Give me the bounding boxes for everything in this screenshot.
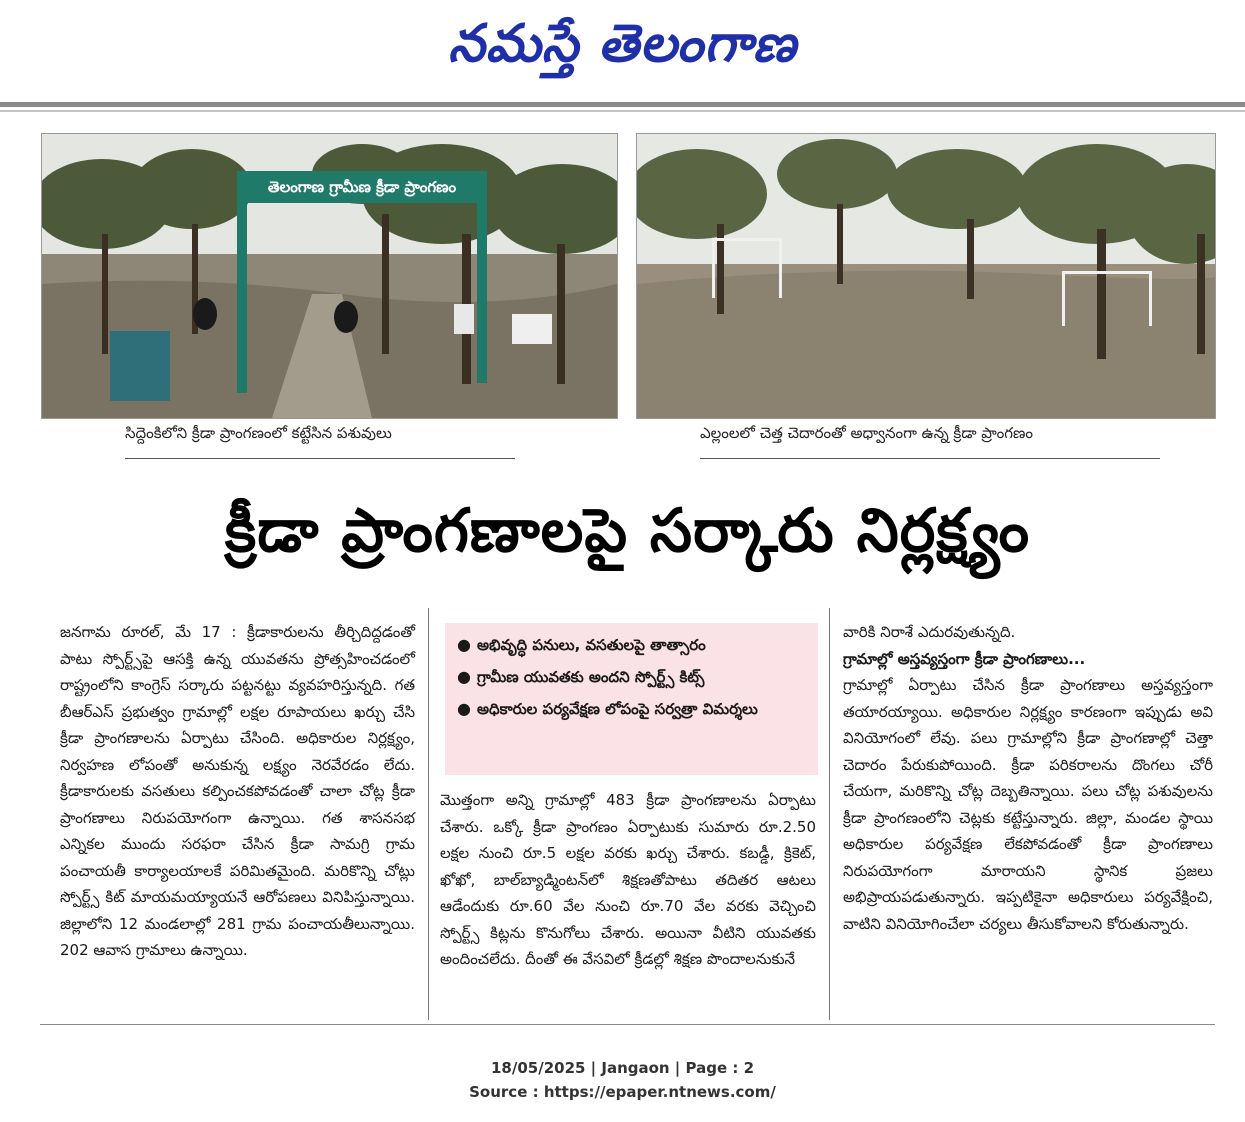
highlight-text: గ్రామీణ యువతకు అందని స్పోర్ట్స్ కిట్స్	[477, 668, 705, 686]
highlights-box	[445, 623, 818, 775]
highlight-text: అభివృద్ధి పనులు, వసతులపై తాత్సారం	[477, 636, 706, 654]
masthead-title: నమస్తే తెలంగాణ	[448, 14, 797, 74]
photo-stadium-sign	[41, 133, 618, 419]
photo-neglected-ground-image	[637, 134, 1215, 418]
column-divider-1	[428, 608, 429, 1020]
masthead-rule	[0, 102, 1245, 107]
caption-underline-left	[125, 458, 515, 459]
photo-neglected-ground	[636, 133, 1216, 419]
footer-source-line: Source : https://epaper.ntnews.com/	[469, 1083, 776, 1101]
caption-underline-right	[700, 458, 1160, 459]
bullet-icon: ●	[457, 667, 471, 686]
highlight-item	[453, 629, 810, 661]
sign-text: తెలంగాణ గ్రామీణ క్రీడా ప్రాంగణం	[267, 178, 457, 196]
column-divider-2	[829, 608, 830, 1020]
article-column-2	[440, 787, 816, 973]
highlight-text: అధికారుల పర్యవేక్షణ లోపంపై సర్వత్రా విమర్శలు	[477, 700, 758, 718]
masthead	[0, 0, 1245, 100]
article-body-3-intro: వారికి నిరాశే ఎదురవుతున్నది.	[843, 623, 1016, 641]
article-body-3: గ్రామాల్లో ఏర్పాటు చేసిన క్రీడా ప్రాంగణాలు అస్తవ్యస్తంగా తయారయ్యాయి. అధికారుల నిర్లక్ష్యం కారణంగా ఇప్పుడు అవి వినియోగంలో లేవు. పలు గ్రామాల్లోని క్రీడా ప్రాంగణాల్లో చెత్తా చెదారం పేరుకుపోయింది. క్రీడా పరికరాలను దొంగలు చోరీ చేయగా, మరికొన్ని చోట్ల దెబ్బతిన్నాయి. పలు చోట్ల పశువులను క్రీడా ప్రాంగణంలోని చెట్లకు కట్టేస్తున్నారు. జిల్లా, మండల స్థాయి అధికారుల పర్యవేక్షణ లేకపోవడంతో క్రీడా ప్రాంగణాలు నిరుపయోగంగా మారాయని స్థానిక ప్రజలు అభిప్రాయపడుతున్నారు. ఇప్పటికైనా అధికారులు పర్యవేక్షించి, వాటిని వినియోగించేలా చర్యలు తీసుకోవాలని కోరుతున్నారు.	[843, 676, 1213, 933]
article-body-2: మొత్తంగా అన్ని గ్రామాల్లో 483 క్రీడా ప్రాంగణాలను ఏర్పాటు చేశారు. ఒక్కో క్రీడా ప్రాంగణం ఏర్పాటుకు సుమారు రూ.2.50 లక్షల నుంచి రూ.5 లక్షల వరకు ఖర్చు చేశారు. కబడ్డీ, క్రికెట్, ఖోఖో, బాల్‌బ్యాడ్మింటన్‌లో శిక్షణతోపాటు తదితర ఆటలు ఆడేందుకు రూ.60 వేల నుంచి రూ.70 వేల వరకు వెచ్చించి స్పోర్ట్స్ కిట్లను కొనుగోలు చేశారు. అయినా వీటిని యువతకు అందించలేదు. దీంతో ఈ వేసవిలో క్రీడల్లో శిక్షణ పొందాలనుకునే	[440, 791, 816, 968]
headline: క్రీడా ప్రాంగణాలపై సర్కారు నిర్లక్ష్యం	[224, 496, 1031, 566]
article-column-1	[60, 619, 415, 964]
highlight-item	[453, 693, 810, 725]
article-lead: జనగామ రూరల్, మే 17 : క్రీడాకారులను తీర్చిదిద్దడంతో పాటు స్పోర్ట్స్‌పై ఆసక్తి ఉన్న యువతను ప్రోత్సహించడంలో రాష్ట్రంలోని కాంగ్రెస్ సర్కారు పట్టనట్టు వ్యవహరిస్తున్నది. గత బీఆర్‌ఎస్ ప్రభుత్వం గ్రామాల్లో లక్షల రూపాయలు ఖర్చు చేసి క్రీడా ప్రాంగణాలను ఏర్పాటు చేసింది. అధికారుల నిర్లక్ష్యం, నిర్వహణ లోపంతో అనుకున్న లక్ష్యం నెరవేరడం లేదు. క్రీడాకారులకు వసతులు కల్పించకపోవడంతో చాలా చోట్ల క్రీడా ప్రాంగణాలు నిరుపయోగంగా ఉన్నాయి. గత శాసనసభ ఎన్నికల ముందు సరఫరా చేసిన క్రీడా సామగ్రి గ్రామ పంచాయతీ కార్యాలయాలకే పరిమితమైంది. మరికొన్ని చోట్లు స్పోర్ట్స్ కిట్ మాయమయ్యాయనే ఆరోపణలు వినిపిస్తున్నాయి. జిల్లాలోని 12 మండలాల్లో 281 గ్రామ పంచాయతీలున్నాయి. 202 ఆవాస గ్రామాలు ఉన్నాయి.	[60, 623, 415, 959]
highlight-item	[453, 661, 810, 693]
bullet-icon: ●	[457, 635, 471, 654]
photo-stadium-sign-image	[42, 134, 617, 418]
footer-date-line: 18/05/2025 | Jangaon | Page : 2	[490, 1059, 755, 1077]
masthead-rule-thin	[0, 110, 1245, 112]
bottom-rule	[40, 1024, 1215, 1025]
article-column-3	[843, 619, 1213, 937]
photo-caption-right: ఎల్లంలలో చెత్త చెదారంతో అధ్వానంగా ఉన్న క్రీడా ప్రాంగణం	[700, 424, 1033, 442]
photo-caption-left: సిద్దెంకిలోని క్రీడా ప్రాంగణంలో కట్టేసిన పశువులు	[125, 424, 392, 442]
bullet-icon: ●	[457, 699, 471, 718]
article-subheading: గ్రామాల్లో అస్తవ్యస్తంగా క్రీడా ప్రాంగణాలు...	[843, 649, 1086, 668]
